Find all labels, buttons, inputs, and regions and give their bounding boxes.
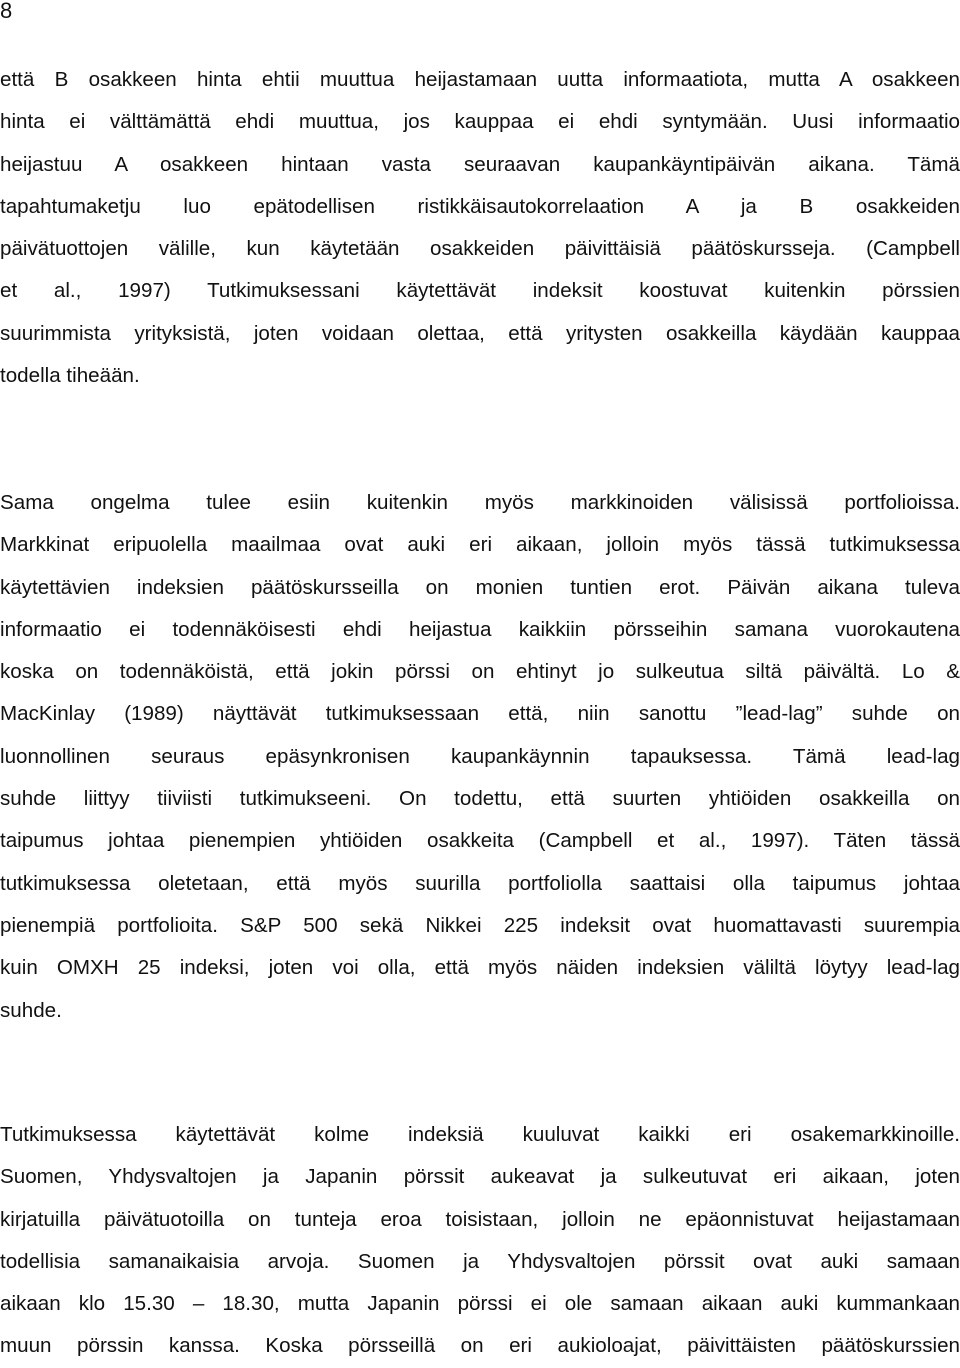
text-line: koska on todennäköistä, että jokin pörssi on ehtinyt jo sulkeutua siltä päivältä. Lo & — [0, 660, 960, 684]
text-line: tapahtumaketju luo epätodellisen ristikkäisautokorrelaation A ja B osakkeiden — [0, 194, 960, 218]
text-line: kuin OMXH 25 indeksi, joten voi olla, että myös näiden indeksien väliltä löytyy lead-lag — [0, 956, 960, 980]
text-line: että B osakkeen hinta ehtii muuttua heijastamaan uutta informaatiota, mutta A osakkeen — [0, 68, 960, 91]
text-line: heijastuu A osakkeen hintaan vasta seuraavan kaupankäyntipäivän aikana. Tämä — [0, 152, 960, 176]
text-line: todella tiheään. — [0, 364, 140, 388]
text-line: hinta ei välttämättä ehdi muuttua, jos kauppaa ei ehdi syntymään. Uusi informaatio — [0, 110, 960, 134]
text-line: Tutkimuksessa käytettävät kolme indeksiä kuuluvat kaikki eri osakemarkkinoille. — [0, 1123, 960, 1146]
text-line: suurimmista yrityksistä, joten voidaan olettaa, että yritysten osakkeilla käydään kauppaa — [0, 321, 960, 345]
text-line: tutkimuksessa oletetaan, että myös suurilla portfoliolla saattaisi olla taipumus johtaa — [0, 871, 960, 895]
text-line: muun pörssin kanssa. Koska pörsseillä on eri aukioloajat, päivittäisten päätöskurssien — [0, 1334, 960, 1358]
text-line: Suomen, Yhdysvaltojen ja Japanin pörssit aukeavat ja sulkeutuvat eri aikaan, joten — [0, 1165, 960, 1189]
text-line: päivätuottojen välille, kun käytetään osakkeiden päivittäisiä päätöskursseja. (Campbell — [0, 237, 960, 261]
text-line: informaatio ei todennäköisesti ehdi heijastua kaikkiin pörsseihin samana vuorokautena — [0, 617, 960, 641]
paragraph-2 — [0, 482, 960, 1032]
text-line: taipumus johtaa pienempien yhtiöiden osakkeita (Campbell et al., 1997). Täten tässä — [0, 829, 960, 853]
text-line: et al., 1997) Tutkimuksessani käytettävät indeksit koostuvat kuitenkin pörssien — [0, 279, 960, 303]
paragraph-3 — [0, 1114, 960, 1368]
text-line: todellisia samanaikaisia arvoja. Suomen ja Yhdysvaltojen pörssit ovat auki samaan — [0, 1249, 960, 1273]
text-line: käytettävien indeksien päätöskursseilla on monien tuntien erot. Päivän aikana tuleva — [0, 575, 960, 599]
text-line: Markkinat eripuolella maailmaa ovat auki eri aikaan, jolloin myös tässä tutkimuksessa — [0, 533, 960, 557]
text-line: MacKinlay (1989) näyttävät tutkimuksessaan että, niin sanottu ”lead-lag” suhde on — [0, 702, 960, 726]
text-line: suhde. — [0, 998, 62, 1022]
text-line: luonnollinen seuraus epäsynkronisen kaupankäynnin tapauksessa. Tämä lead-lag — [0, 744, 960, 768]
text-line: Sama ongelma tulee esiin kuitenkin myös markkinoiden välisissä portfolioissa. — [0, 491, 960, 514]
text-line: kirjatuilla päivätuotoilla on tunteja eroa toisistaan, jolloin ne epäonnistuvat heijastamaan — [0, 1207, 960, 1231]
text-line: suhde liittyy tiiviisti tutkimukseeni. On todettu, että suurten yhtiöiden osakkeilla on — [0, 787, 960, 811]
page-number: 8 — [0, 0, 13, 23]
text-line: aikaan klo 15.30 – 18.30, mutta Japanin pörssi ei ole samaan aikaan auki kummankaan — [0, 1292, 960, 1316]
text-line: pienempiä portfolioita. S&P 500 sekä Nikkei 225 indeksit ovat huomattavasti suurempia — [0, 913, 960, 937]
paragraph-1 — [0, 59, 960, 397]
